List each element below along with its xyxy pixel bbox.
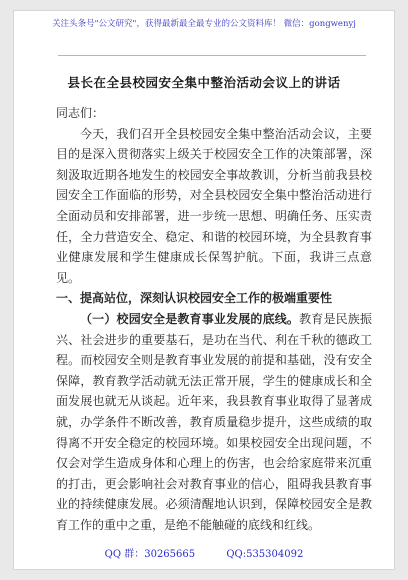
document-body <box>56 103 372 535</box>
salutation: 同志们： <box>56 106 105 120</box>
footer-qq: QQ:535304092 <box>226 549 304 560</box>
intro-paragraph: 今天，我们召开全县校园安全集中整治活动会议，主要目的是深入贯彻落实上级关于校园安全工作的决策部署，深刻汲取近期各地发生的校园安全事故教训，分析当前我县校园安全工作面临的形势，对全县校园安全集中整治活动进行全面动员和安排部署，进一步统一思想、明确任务、压实责任，全力营造安全、稳定、和谐的校园环境，为全县教育事业健康发展和学生健康成长保驾护航。下面，我讲三点意见。 <box>56 126 372 285</box>
header-divider <box>58 55 366 56</box>
document-page <box>13 10 395 570</box>
document-title: 县长在全县校园安全集中整治活动会议上的讲话 <box>67 75 341 90</box>
header-note: 关注头条号"公文研究"，获得最新最全最专业的公文资料库！ 微信：gongwenyj <box>52 19 356 29</box>
footer-qq-group: QQ 群：30265665 <box>104 549 196 560</box>
subsection-body: 教育是民族振兴、社会进步的重要基石，是功在当代、利在千秋的德政工程。而校园安全则是教育事业发展的前提和基础，没有安全保障，教育教学活动就无法正常开展，学生的健康成长和全面发展也就无从谈起。近年来，我县教育事业取得了显著成就，办学条件不断改善，教育质量稳步提升，这些成绩的取得离不开安全稳定的校园环境。如果校园安全出现问题，不仅会对学生造成身体和心理上的伤害，也会给家庭带来沉重的打击，更会影响社会对教育事业的信心，阻碍我县教育事业的持续健康发展。必须清醒地认识到，保障校园安全是教育工作的重中之重，是绝不能触碰的底线和红线。 <box>56 311 372 532</box>
subsection-paragraph <box>56 309 372 536</box>
section-heading: 一、提高站位，深刻认识校园安全工作的极端重要性 <box>56 291 333 306</box>
footer-contact <box>14 545 394 560</box>
subsection-heading: （一）校园安全是教育事业发展的底线。 <box>80 311 300 326</box>
